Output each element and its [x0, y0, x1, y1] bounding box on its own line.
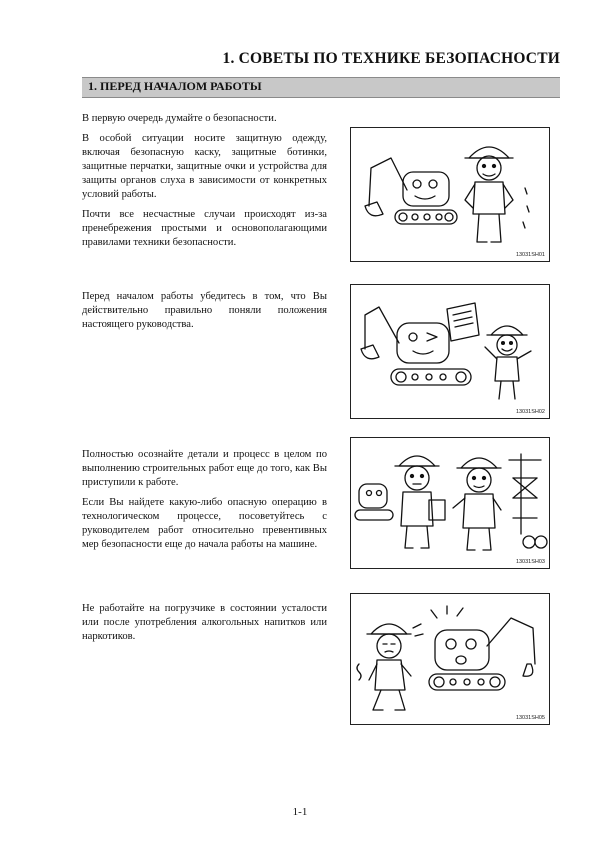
section-title: 1. ПЕРЕД НАЧАЛОМ РАБОТЫ — [88, 79, 262, 93]
paragraph: Перед началом работы убедитесь в том, что Вы действительно правильно поняли положения настоящего руководства. — [82, 291, 327, 330]
page-title: 1. СОВЕТЫ ПО ТЕХНИКЕ БЕЗОПАСНОСТИ — [222, 50, 560, 67]
illustration-code: 13031SH03 — [515, 559, 545, 565]
illustration-code: 13031SH01 — [515, 252, 545, 258]
illustration-code: 13031SH02 — [515, 409, 545, 415]
text-block-1 — [82, 112, 327, 256]
illustration-protective-gear — [350, 127, 550, 262]
paragraph: Почти все несчастные случаи происходят из-за пренебрежения простыми и основополагающими правилами техники безопасности. — [82, 209, 327, 248]
text-block-3 — [82, 448, 327, 558]
illustration-consult-supervisor — [350, 437, 550, 569]
paragraph: Если Вы найдете какую-либо опасную операцию в технологическом процессе, посоветуйтесь с руководителем работ относительно превентивных мер безопасности еще до начала работы на машине. — [82, 497, 327, 550]
illustration-code: 13031SH05 — [515, 715, 545, 721]
text-block-4 — [82, 602, 327, 650]
two-workers-discussing-drawing — [351, 438, 549, 568]
illustration-read-manual — [350, 284, 550, 419]
section-header-bar — [82, 77, 560, 98]
illustration-no-fatigue-alcohol — [350, 593, 550, 725]
page-number: 1-1 — [292, 806, 308, 818]
paragraph: Полностью осознайте детали и процесс в целом по выполнению строительных работ еще до того, как Вы приступили к работе. — [82, 449, 327, 488]
paragraph: В особой ситуации носите защитную одежду, включая безопасную каску, защитные ботинки, защитные перчатки, защитные очки и устройства для защиты органов слуха в зависимости от конкретных условий работы. — [82, 133, 327, 200]
excavator-with-manual-drawing — [351, 285, 549, 418]
paragraph: Не работайте на погрузчике в состоянии усталости или после употребления алкогольных напитков или наркотиков. — [82, 603, 327, 642]
excavator-and-worker-drawing — [351, 128, 549, 261]
paragraph: В первую очередь думайте о безопасности. — [82, 113, 277, 124]
tired-worker-and-excavator-drawing — [351, 594, 549, 724]
text-block-2 — [82, 290, 327, 338]
